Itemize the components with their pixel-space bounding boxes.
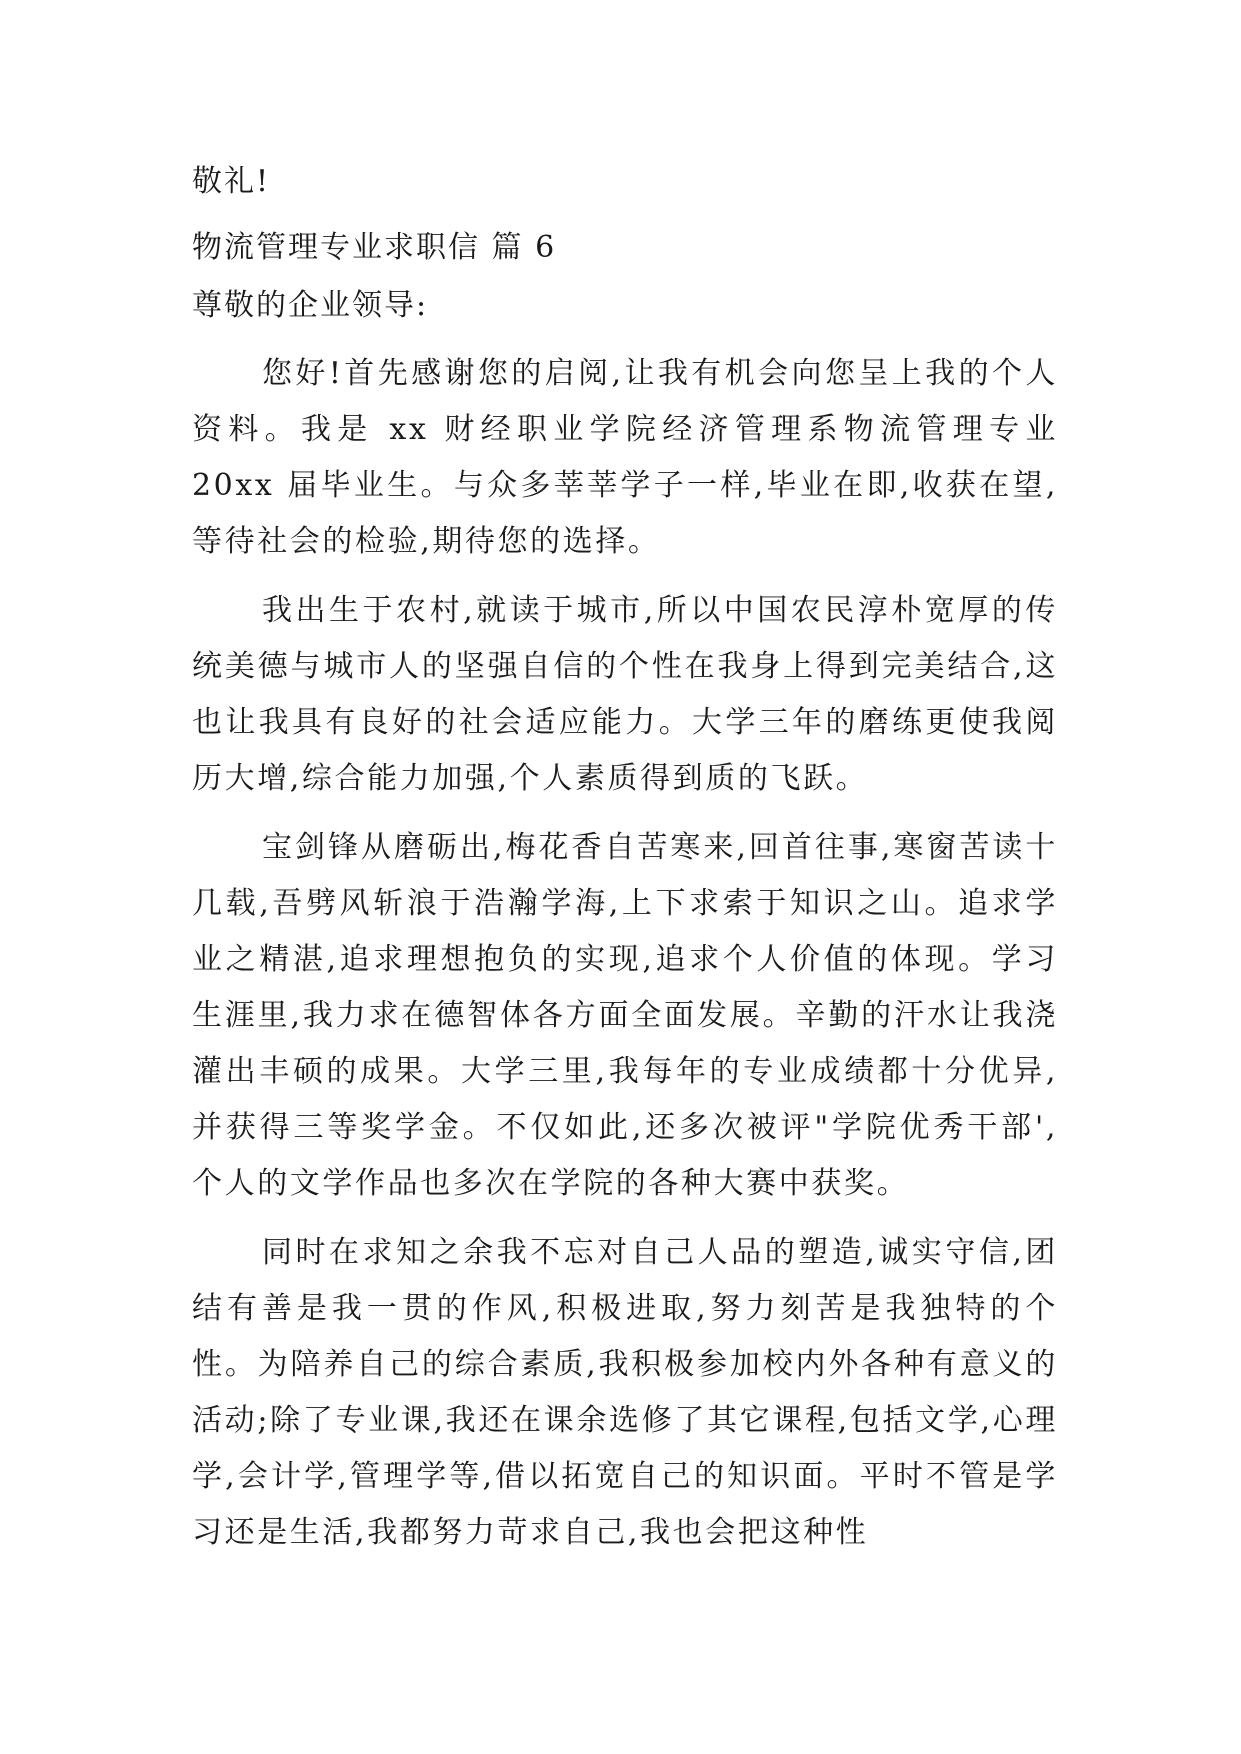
letter-body [192, 346, 1058, 1574]
closing-line: 敬礼! [192, 164, 271, 199]
paragraph: 我出生于农村,就读于城市,所以中国农民淳朴宽厚的传统美德与城市人的坚强自信的个性在我身上得到完美结合,这也让我具有良好的社会适应能力。大学三年的磨练更使我阅历大增,综合能力加强,个人素质得到质的飞跃。 [192, 593, 1058, 796]
section-heading: 物流管理专业求职信 篇 6 [192, 230, 557, 265]
salutation: 尊敬的企业领导: [192, 288, 429, 323]
paragraph: 您好!首先感谢您的启阅,让我有机会向您呈上我的个人资料。我是 xx 财经职业学院经济管理系物流管理专业 20xx 届毕业生。与众多莘莘学子一样,毕业在即,收获在望,等待社会的检验,期待您的选择。 [192, 356, 1058, 559]
paragraph: 宝剑锋从磨砺出,梅花香自苦寒来,回首往事,寒窗苦读十几载,吾劈风斩浪于浩瀚学海,上下求索于知识之山。追求学业之精湛,追求理想抱负的实现,追求个人价值的体现。学习生涯里,我力求在德智体各方面全面发展。辛勤的汗水让我浇灌出丰硕的成果。大学三里,我每年的专业成绩都十分优异,并获得三等奖学金。不仅如此,还多次被评"学院优秀干部',个人的文学作品也多次在学院的各种大赛中获奖。 [192, 830, 1058, 1201]
paragraph: 同时在求知之余我不忘对自己人品的塑造,诚实守信,团结有善是我一贯的作风,积极进取,努力刻苦是我独特的个性。为陪养自己的综合素质,我积极参加校内外各种有意义的活动;除了专业课,我还在课余选修了其它课程,包括文学,心理学,会计学,管理学等,借以拓宽自己的知识面。平时不管是学习还是生活,我都努力苛求自己,我也会把这种性 [192, 1235, 1058, 1550]
